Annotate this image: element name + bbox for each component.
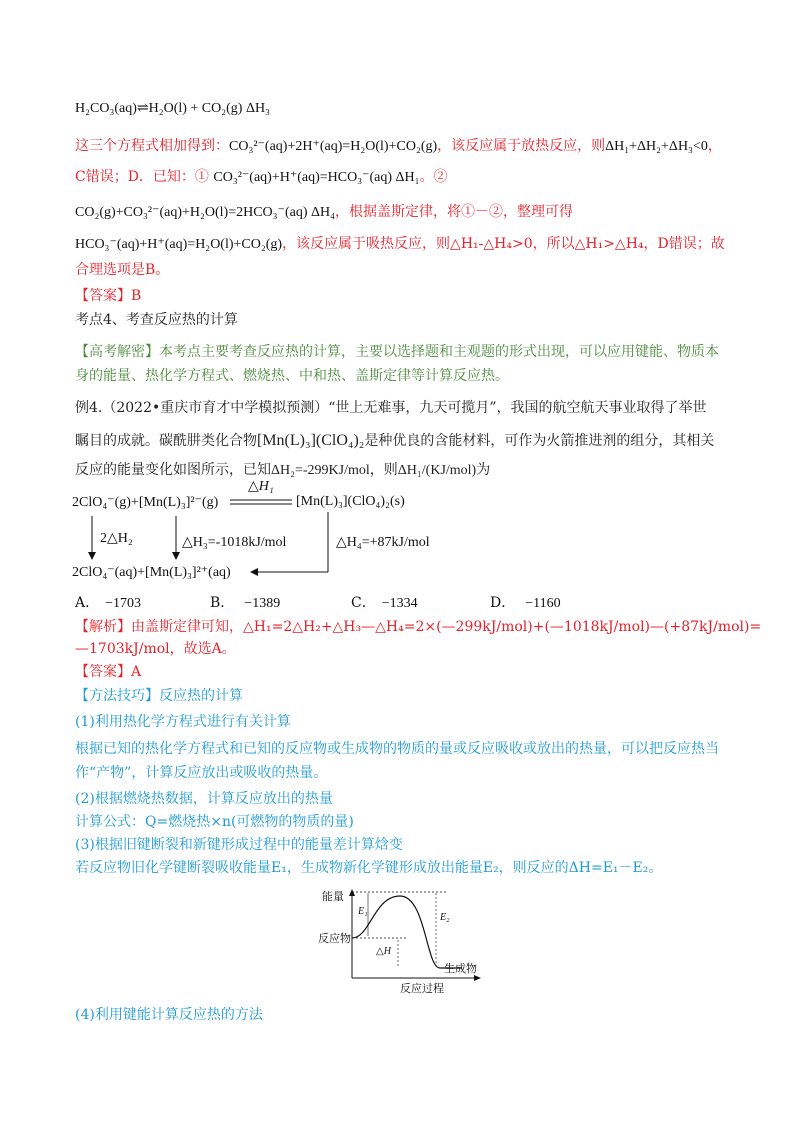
option-c-letter: C． (351, 595, 376, 611)
dh2-arrowhead (88, 552, 96, 560)
scheme-dh4: △H₄=+87kJ/mol (336, 535, 430, 550)
sum-exo-text: ，该反应属于放热反应，则 (437, 138, 606, 154)
given-text: 反应的能量变化如图所示，已知 (75, 462, 271, 478)
energy-product-label: 生成物 (444, 963, 477, 975)
dh1-unit: ΔH₁/(KJ/mol) (397, 463, 477, 478)
method-3-text: 若反应物旧化学键断裂吸收能量E₁，生成物新化学键形成放出能量E₂，则反应的ΔH=E₁－E₂。 (75, 860, 663, 876)
method-1-heading: (1)利用热化学方程式进行有关计算 (75, 714, 291, 730)
method-3-heading: (3)根据旧键断裂和新键形成过程中的能量差计算焓变 (75, 837, 403, 853)
answer-a: 【答案】A (75, 664, 142, 680)
method-4-heading: (4)利用键能计算反应热的方法 (75, 1007, 263, 1023)
energy-curve (352, 896, 462, 968)
compound-formula: [Mn(L)₃](ClO₄)₂ (257, 432, 365, 449)
equation-1: CO₃²⁻(aq)+H⁺(aq)=HCO₃⁻(aq) ΔH₁ (213, 170, 420, 185)
result-equation-line (75, 234, 725, 255)
energy-e1-label: E₁ (358, 906, 368, 917)
exam-analysis-1: 【高考解密】本考点主要考查反应热的计算，主要以选择题和主观题的形式出现，可以应用键能、物质本 (75, 344, 719, 360)
option-a-letter: A． (75, 595, 100, 611)
energy-xlabel: 反应过程 (400, 983, 444, 995)
marker-2: 。② (419, 169, 448, 185)
method-1-line-2: 作“产物”，计算反应放出或吸收的热量。 (75, 765, 328, 781)
comma: ， (707, 138, 722, 154)
example-4-intro: 例4.（2022•重庆市育才中学模拟预测）“世上无难事，九天可揽月”，我国的航空航天事业取得了举世 (75, 400, 707, 416)
y-axis-arrow (349, 889, 355, 896)
sum-text: 这三个方程式相加得到： (75, 138, 229, 154)
scheme-dh3: △H₃=-1018kJ/mol (182, 535, 287, 550)
is-text: 为 (476, 462, 491, 478)
energy-dh-label: △H (376, 946, 391, 957)
energy-ylabel: 能量 (322, 891, 344, 903)
hess-text: ，根据盖斯定律，将①－②，整理可得 (334, 204, 573, 220)
example-4-line-2 (75, 431, 714, 451)
equation-2-line (75, 202, 573, 223)
analysis-line-1: 【解析】由盖斯定律可知，△H₁=2△H₂+△H₃—△H₄=2×(—299kJ/mol)+(—1018kJ/mol)—(+87kJ/mol)= (75, 619, 762, 635)
option-b-letter: B． (210, 595, 235, 611)
compound-desc: 是种优良的含能材料，可作为火箭推进剂的组分，其相关 (364, 433, 715, 449)
given-dh2: ΔH₂=-299KJ/mol (271, 463, 370, 478)
option-d-letter: D． (490, 595, 516, 611)
scheme-dh2: 2△H₂ (100, 531, 133, 546)
option-a-value: −1703 (105, 596, 142, 611)
option-d (490, 592, 561, 612)
reaction-scheme (70, 478, 490, 588)
answer-b: 【答案】B (75, 288, 142, 304)
analysis-line-2: —1703kJ/mol，故选A。 (75, 641, 236, 657)
method-1-line-1: 根据已知的热化学方程式和已知的反应物或生成物的物质的量或反应吸收或放出的热量，可以把反应热当 (75, 741, 719, 757)
scheme-top-right: [Mn(L)₃](ClO₄)₂(s) (296, 494, 405, 509)
option-b-value: −1389 (244, 596, 281, 611)
option-a (75, 592, 141, 612)
equation-2: CO₂(g)+CO₃²⁻(aq)+H₂O(l)=2HCO₃⁻(aq) ΔH₄ (75, 205, 335, 220)
method-2-formula: 计算公式：Q=燃烧热×n(可燃物的物质的量) (75, 814, 354, 830)
option-d-value: −1160 (525, 596, 561, 611)
dh3-arrowhead (172, 552, 180, 560)
sum-inequality: ΔH₁+ΔH₂+ΔH₃<0 (605, 139, 708, 154)
scheme-dh1: △H₁ (248, 479, 274, 494)
method-tip-heading: 【方法技巧】反应热的计算 (75, 688, 243, 704)
then-text: ，则 (369, 462, 398, 478)
result-equation: HCO₃⁻(aq)+H⁺(aq)=H₂O(l)+CO₂(g) (75, 237, 283, 252)
compound-text: 瞩目的成就。碳酰肼类化合物 (75, 433, 257, 449)
option-c-value: −1334 (381, 596, 418, 611)
exam-analysis-2: 身的能量、热化学方程式、燃烧热、中和热、盖斯定律等计算反应热。 (75, 368, 509, 384)
scheme-top-left: 2ClO₄⁻(g)+[Mn(L)₃]²⁻(g) (72, 495, 219, 510)
option-b (210, 592, 280, 612)
energy-e2-label: E₂ (440, 912, 450, 923)
endo-text: ，该反应属于吸热反应，则△H₁-△H₄>0，所以△H₁>△H₄，D错误；故 (282, 236, 725, 252)
energy-diagram (318, 888, 518, 998)
dh4-arrowhead (250, 568, 258, 576)
energy-reactant-label: 反应物 (318, 933, 351, 945)
equation-h2co3-text: H₂CO₃(aq)⇌H₂O(l) + CO₂(g) ΔH₃ (75, 101, 270, 116)
c-wrong-text: C错误；D．已知：① (75, 169, 209, 185)
scheme-bottom: 2ClO₄⁻(aq)+[Mn(L)₃]²⁺(aq) (72, 565, 231, 580)
conclusion-text: 合理选项是B。 (75, 262, 170, 278)
sum-equations-line (75, 136, 722, 157)
sum-equation: CO₃²⁻(aq)+2H⁺(aq)=H₂O(l)+CO₂(g) (229, 139, 438, 154)
equation-h2co3 (75, 99, 270, 119)
option-c (351, 592, 418, 612)
c-wrong-line (75, 167, 448, 188)
method-2-heading: (2)根据燃烧热数据，计算反应放出的热量 (75, 791, 333, 807)
section-heading: 考点4、考查反应热的计算 (75, 312, 238, 328)
